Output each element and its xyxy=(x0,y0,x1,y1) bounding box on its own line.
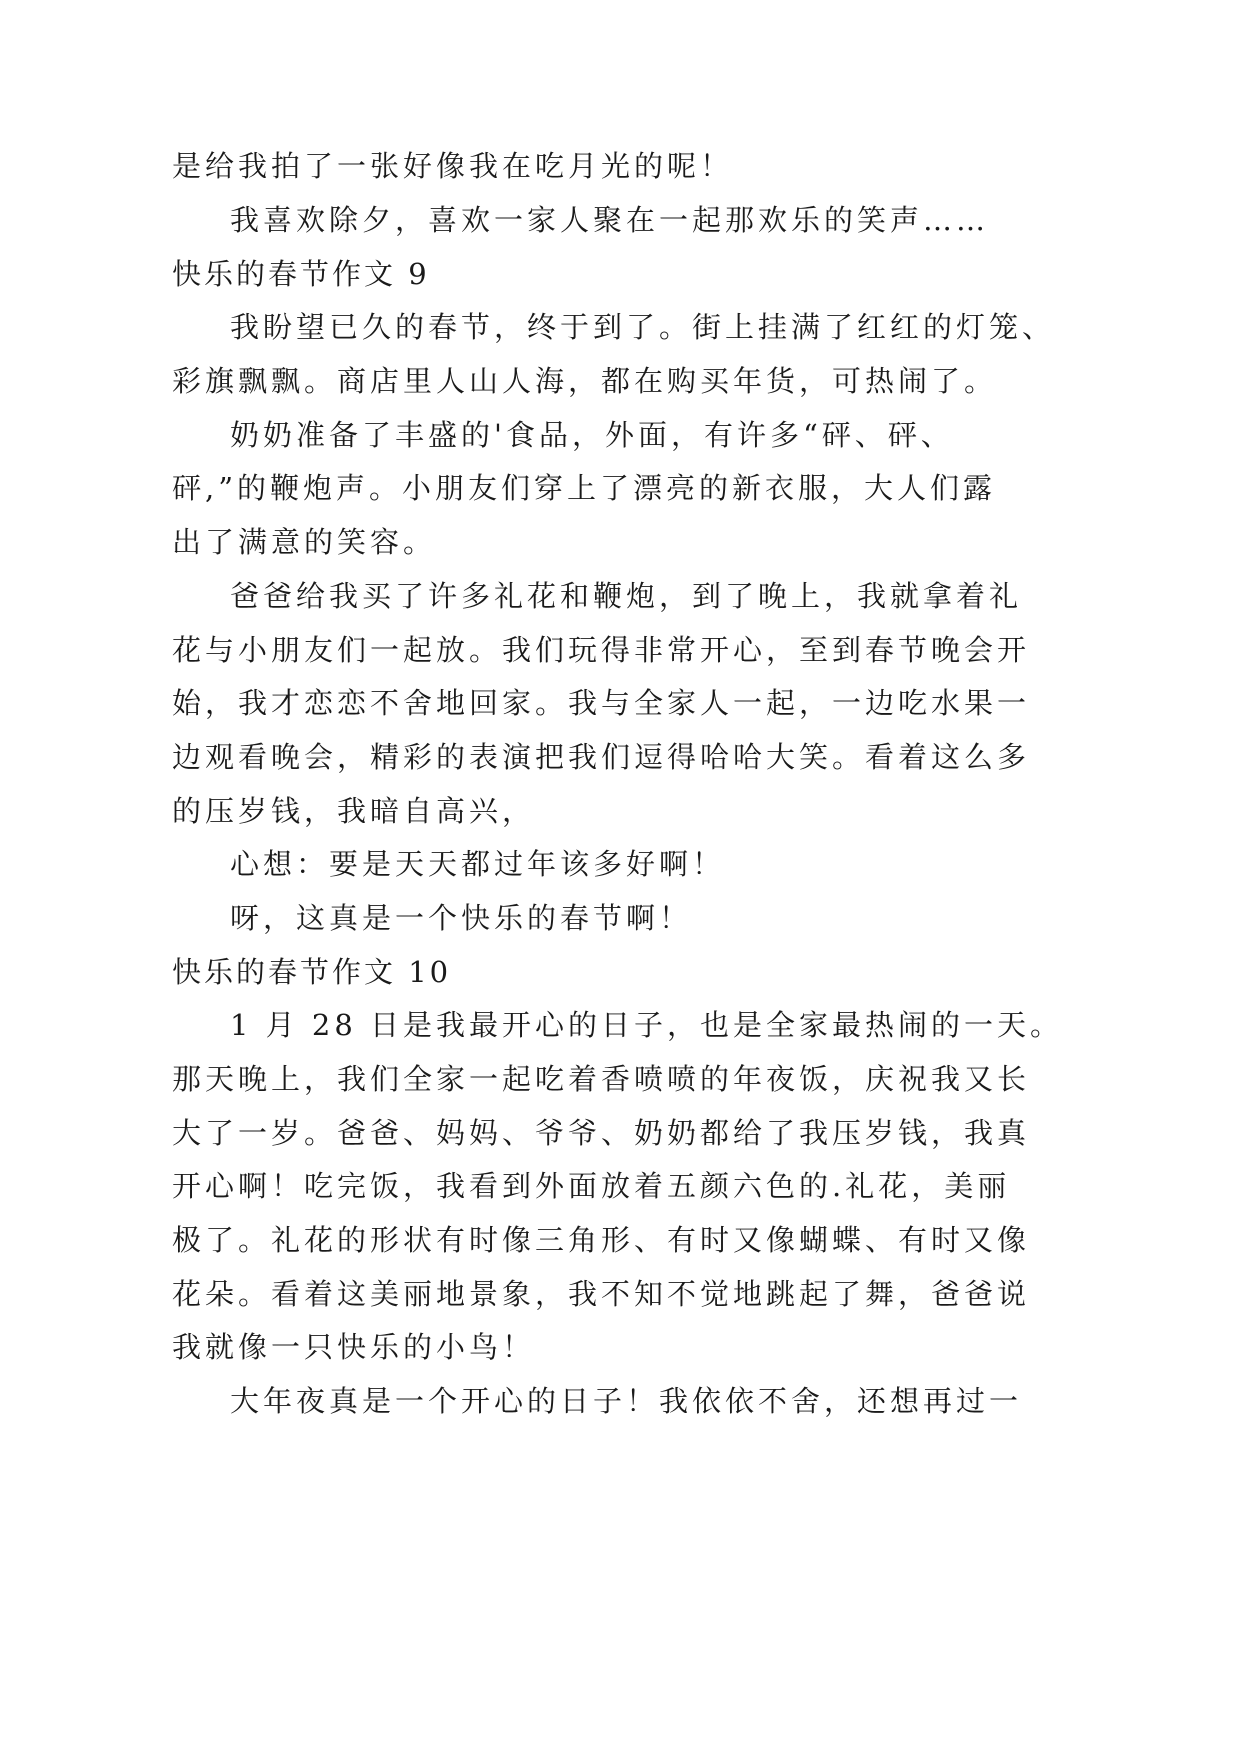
paragraph-line: 我就像一只快乐的小鸟！ xyxy=(172,1330,536,1364)
paragraph-line: 1 月 28 日是我最开心的日子，也是全家最热闹的一天。 xyxy=(230,1008,1064,1042)
paragraph-line: 是给我拍了一张好像我在吃月光的呢！ xyxy=(172,149,734,183)
paragraph-line: 花朵。看着这美丽地景象，我不知不觉地跳起了舞，爸爸说 xyxy=(172,1277,1031,1311)
paragraph-line: 大了一岁。爸爸、妈妈、爷爷、奶奶都给了我压岁钱，我真 xyxy=(172,1116,1031,1150)
paragraph-line: 那天晚上，我们全家一起吃着香喷喷的年夜饭，庆祝我又长 xyxy=(172,1062,1031,1096)
paragraph-line: 彩旗飘飘。商店里人山人海，都在购买年货，可热闹了。 xyxy=(172,364,998,398)
paragraph-line: 花与小朋友们一起放。我们玩得非常开心，至到春节晚会开 xyxy=(172,633,1031,667)
paragraph-line: 呀，这真是一个快乐的春节啊！ xyxy=(230,901,693,935)
paragraph-line: 我喜欢除夕，喜欢一家人聚在一起那欢乐的笑声…… xyxy=(230,203,990,237)
paragraph-line: 极了。礼花的形状有时像三角形、有时又像蝴蝶、有时又像 xyxy=(172,1223,1031,1257)
paragraph-line: 的压岁钱，我暗自高兴， xyxy=(172,794,536,828)
section-heading: 快乐的春节作文 10 xyxy=(172,955,452,989)
paragraph-line: 心想：要是天天都过年该多好啊！ xyxy=(230,847,726,881)
paragraph-line: 开心啊！吃完饭，我看到外面放着五颜六色的.礼花，美丽 xyxy=(172,1169,1011,1203)
paragraph-line: 砰,”的鞭炮声。小朋友们穿上了漂亮的新衣服，大人们露 xyxy=(172,471,997,505)
paragraph-line: 边观看晚会，精彩的表演把我们逗得哈哈大笑。看着这么多 xyxy=(172,740,1031,774)
paragraph-line: 大年夜真是一个开心的日子！我依依不舍，还想再过一 xyxy=(230,1384,1023,1418)
section-heading: 快乐的春节作文 9 xyxy=(172,257,430,291)
paragraph-line: 我盼望已久的春节，终于到了。街上挂满了红红的灯笼、 xyxy=(230,310,1056,344)
paragraph-line: 奶奶准备了丰盛的'食品，外面，有许多“砰、砰、 xyxy=(230,418,954,452)
paragraph-line: 爸爸给我买了许多礼花和鞭炮，到了晚上，我就拿着礼 xyxy=(230,579,1023,613)
paragraph-line: 出了满意的笑容。 xyxy=(172,525,437,559)
paragraph-line: 始，我才恋恋不舍地回家。我与全家人一起，一边吃水果一 xyxy=(172,686,1031,720)
